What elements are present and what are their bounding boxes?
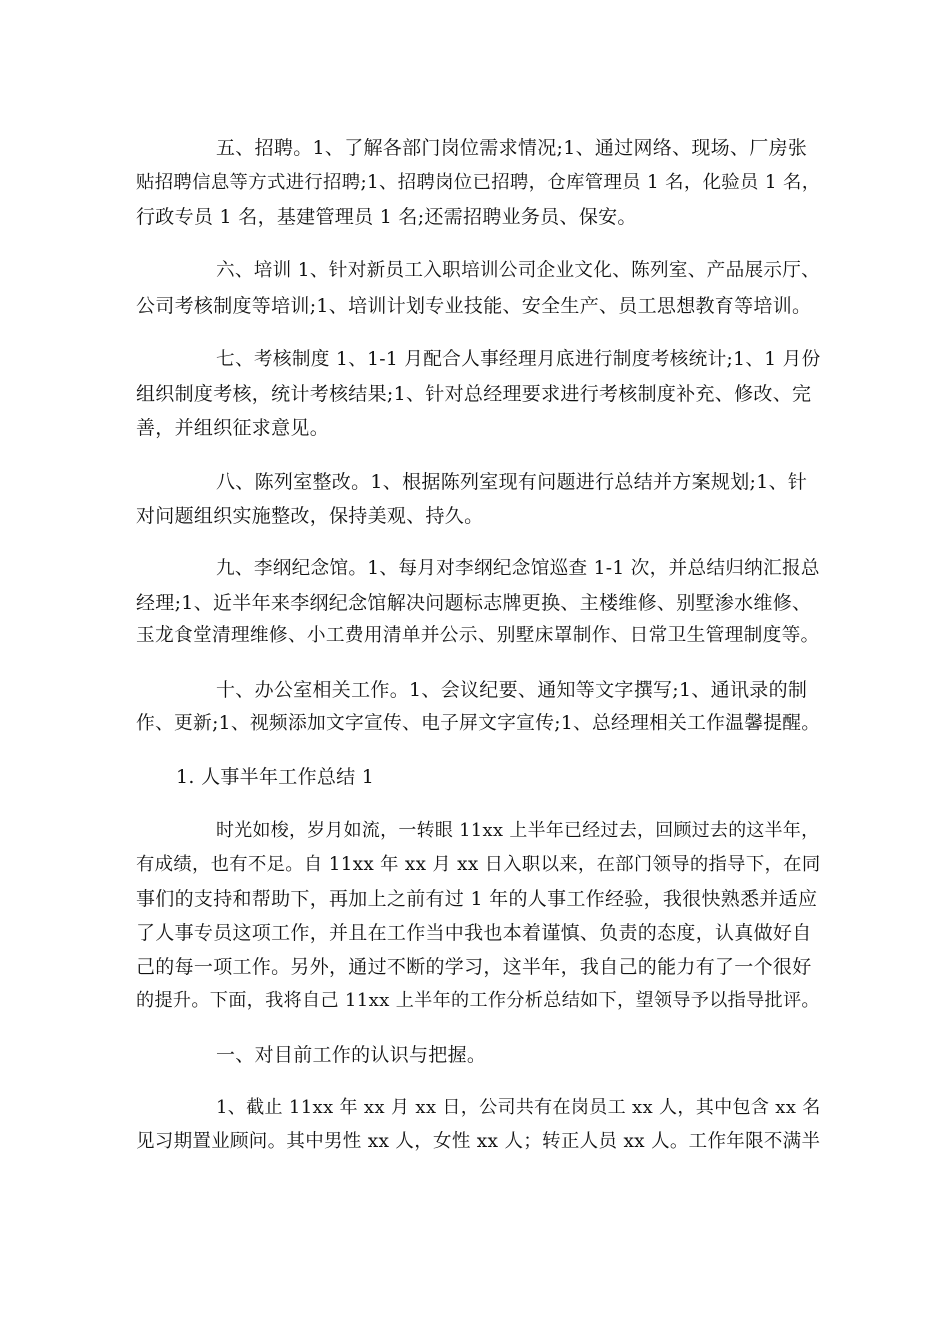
heading-line: 1. 人事半年工作总结 1 — [176, 766, 375, 788]
text-line: 1、截止 11xx 年 xx 月 xx 日，公司共有在岗员工 xx 人，其中包含 xx 名 — [216, 1097, 821, 1118]
text-line: 作、更新;1、视频添加文字宣传、电子屏文字宣传;1、总经理相关工作温馨提醒。 — [136, 713, 821, 734]
text-line: 了人事专员这项工作，并且在工作当中我也本着谨慎、负责的态度，认真做好自 — [136, 922, 812, 944]
text-line: 事们的支持和帮助下，再加上之前有过 1 年的人事工作经验，我很快熟悉并适应 — [136, 888, 818, 910]
text-line: 九、李纲纪念馆。1、每月对李纲纪念馆巡查 1-1 次，并总结归纳汇报总 — [216, 558, 820, 579]
text-line: 六、培训 1、针对新员工入职培训公司企业文化、陈列室、产品展示厅、 — [216, 260, 821, 281]
text-line: 的提升。下面，我将自己 11xx 上半年的工作分析总结如下，望领导予以指导批评。 — [136, 990, 820, 1011]
text-line: 见习期置业顾问。其中男性 xx 人，女性 xx 人；转正人员 xx 人。工作年限不满半 — [136, 1131, 821, 1152]
text-line: 玉龙食堂清理维修、小工费用清单并公示、别墅床罩制作、日常卫生管理制度等。 — [136, 625, 820, 646]
text-line: 八、陈列室整改。1、根据陈列室现有问题进行总结并方案规划;1、针 — [216, 471, 808, 493]
text-line: 经理;1、近半年来李纲纪念馆解决问题标志牌更换、主楼维修、别墅渗水维修、 — [136, 592, 812, 614]
text-line: 对问题组织实施整改，保持美观、持久。 — [136, 505, 484, 527]
text-line: 十、办公室相关工作。1、会议纪要、通知等文字撰写;1、通讯录的制 — [216, 679, 808, 701]
text-line: 己的每一项工作。另外，通过不断的学习，这半年，我自己的能力有了一个很好 — [136, 956, 812, 978]
text-line: 五、招聘。1、了解各部门岗位需求情况;1、通过网络、现场、厂房张 — [216, 137, 808, 159]
heading-line: 一、对目前工作的认识与把握。 — [216, 1044, 487, 1066]
text-line: 时光如梭，岁月如流，一转眼 11xx 上半年已经过去，回顾过去的这半年， — [216, 820, 820, 841]
text-line: 有成绩，也有不足。自 11xx 年 xx 月 xx 日入职以来，在部门领导的指导下，在同 — [136, 854, 821, 875]
text-line: 贴招聘信息等方式进行招聘;1、招聘岗位已招聘，仓库管理员 1 名，化验员 1 名， — [136, 172, 821, 193]
text-line: 公司考核制度等培训;1、培训计划专业技能、安全生产、员工思想教育等培训。 — [136, 295, 812, 317]
text-line: 组织制度考核，统计考核结果;1、针对总经理要求进行考核制度补充、修改、完 — [136, 383, 812, 405]
text-line: 善，并组织征求意见。 — [136, 417, 330, 439]
text-line: 七、考核制度 1、1-1 月配合人事经理月底进行制度考核统计;1、1 月份 — [216, 349, 821, 370]
text-line: 行政专员 1 名，基建管理员 1 名;还需招聘业务员、保安。 — [136, 206, 637, 228]
